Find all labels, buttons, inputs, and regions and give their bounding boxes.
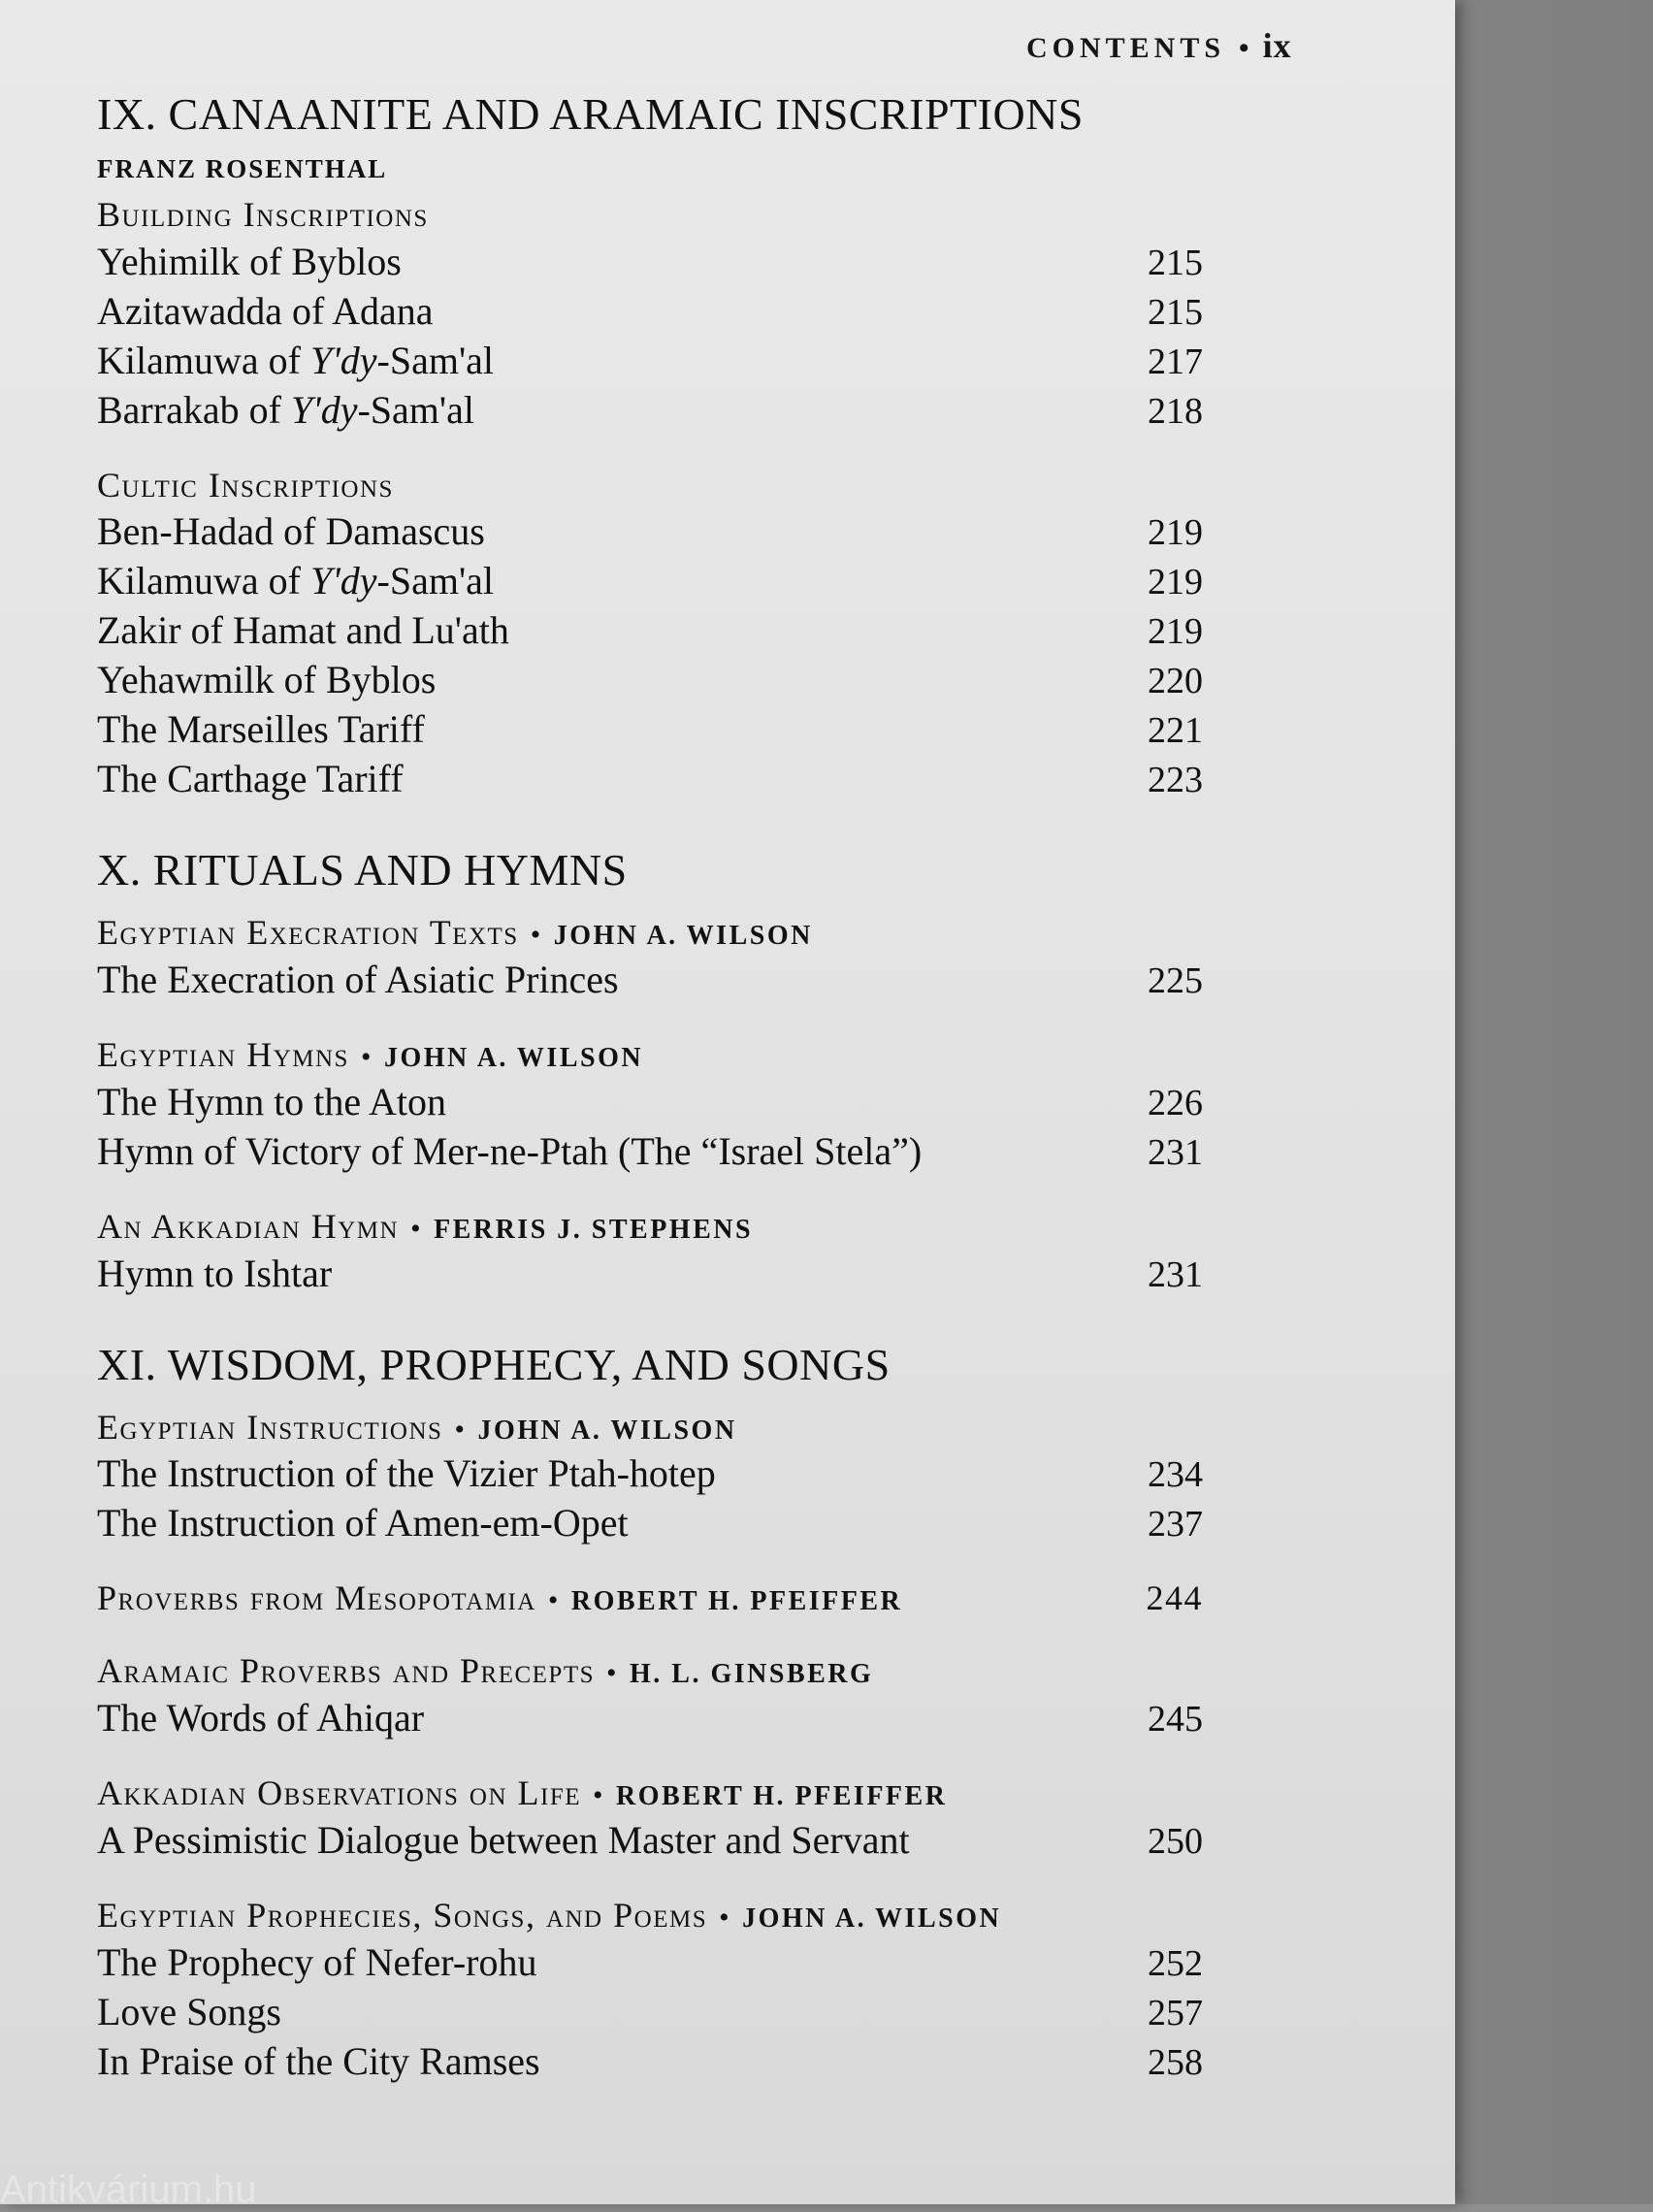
entry-title-text: Barrakab of <box>97 387 291 432</box>
bullet-separator: • <box>530 919 542 952</box>
section-heading <box>97 1576 1203 1621</box>
section-author: JOHN A. WILSON <box>477 1415 737 1446</box>
section-heading <box>97 1405 1203 1450</box>
entry-page-number: 250 <box>1148 1820 1203 1862</box>
entry-title <box>97 606 1096 655</box>
entry-title-text: Azitawadda of Adana <box>97 288 434 333</box>
toc-entry <box>97 705 1203 755</box>
section-title-wrap <box>97 1032 1203 1078</box>
entry-title-text: The Hymn to the Aton <box>97 1079 446 1123</box>
entry-title-text: The Prophecy of Nefer-rohu <box>97 1939 537 1984</box>
entry-title <box>97 1694 1096 1742</box>
section-title: Egyptian Hymns <box>97 1035 349 1075</box>
bullet-separator: • <box>606 1657 619 1690</box>
running-head <box>1026 25 1292 66</box>
entry-page-number: 219 <box>1148 611 1203 653</box>
section-heading <box>97 1032 1203 1078</box>
bullet-separator: • <box>410 1212 423 1245</box>
toc-entry <box>97 956 1203 1005</box>
section-title: Cultic Inscriptions <box>97 465 394 504</box>
entry-title-text: Yehawmilk of Byblos <box>97 658 437 702</box>
toc-section <box>97 192 1203 436</box>
toc-entry <box>97 1816 1203 1866</box>
entry-title-text: Yehimilk of Byblos <box>97 239 402 283</box>
toc-entry <box>97 755 1203 804</box>
table-of-contents <box>97 89 1203 2087</box>
toc-entry <box>97 287 1203 337</box>
entry-page-number: 219 <box>1148 512 1203 554</box>
section-title-wrap <box>97 463 1203 508</box>
running-head-label: CONTENTS <box>1026 32 1226 64</box>
part-author: FRANZ ROSENTHAL <box>97 153 388 183</box>
entry-page-number: 225 <box>1148 960 1203 1002</box>
entry-title-text: Ben-Hadad of Damascus <box>97 509 485 554</box>
entry-title <box>97 507 1096 556</box>
entry-title-text: The Instruction of Amen-em-Opet <box>97 1501 629 1545</box>
entry-title-text: The Execration of Asiatic Princes <box>97 958 619 1002</box>
toc-section <box>97 1405 1203 1549</box>
part-heading: XI. WISDOM, PROPHECY, AND SONGS <box>97 1339 891 1389</box>
entry-title <box>97 1499 1096 1547</box>
entry-title <box>97 1127 1096 1176</box>
part-heading: IX. CANAANITE AND ARAMAIC INSCRIPTIONS <box>97 89 1084 139</box>
entry-title <box>97 238 1096 286</box>
entry-title-text: The Words of Ahiqar <box>97 1696 425 1740</box>
entry-title-suffix: -Sam'al <box>376 559 495 603</box>
section-author: H. L. GINSBERG <box>630 1659 874 1690</box>
entry-page-number: 219 <box>1148 562 1203 603</box>
running-head-separator: • <box>1239 32 1249 64</box>
entry-title-text: In Praise of the City Ramses <box>97 2038 540 2083</box>
part-block <box>97 89 1203 804</box>
entry-title <box>97 1988 1096 2036</box>
section-heading <box>97 1893 1203 1938</box>
section-title: An Akkadian Hymn <box>97 1206 400 1246</box>
section-heading <box>97 1771 1203 1816</box>
bullet-separator: • <box>360 1041 373 1074</box>
part-block <box>97 845 1203 1298</box>
entry-page-number: 258 <box>1148 2041 1203 2083</box>
section-author: ROBERT H. PFEIFFER <box>616 1781 948 1812</box>
toc-section <box>97 463 1203 805</box>
entry-page-number: 257 <box>1148 1992 1203 2033</box>
part-block <box>97 1340 1203 2087</box>
toc-entry <box>97 1938 1203 1988</box>
section-title: Aramaic Proverbs and Precepts <box>97 1651 595 1691</box>
toc-entry <box>97 1499 1203 1548</box>
section-author: FERRIS J. STEPHENS <box>434 1214 754 1245</box>
entry-page-number: 237 <box>1148 1504 1203 1545</box>
entry-title-text: The Instruction of the Vizier Ptah-hotep <box>97 1451 716 1496</box>
entry-title <box>97 705 1096 754</box>
toc-entry <box>97 2037 1203 2087</box>
entry-title <box>97 1078 1096 1126</box>
entry-title-text: A Pessimistic Dialogue between Master and Servant <box>97 1817 910 1862</box>
section-title-wrap <box>97 1576 1096 1621</box>
toc-section <box>97 1893 1203 2087</box>
entry-title <box>97 656 1096 704</box>
entry-page-number: 215 <box>1148 242 1203 283</box>
toc-entry <box>97 656 1203 705</box>
toc-section <box>97 1204 1203 1299</box>
entry-page-number: 226 <box>1148 1082 1203 1123</box>
entry-title <box>97 956 1096 1004</box>
entry-page-number: 217 <box>1148 341 1203 382</box>
toc-section <box>97 1032 1203 1177</box>
toc-entry <box>97 1250 1203 1299</box>
entry-title-text: Kilamuwa of <box>97 559 310 603</box>
section-heading <box>97 463 1203 508</box>
entry-page-number: 220 <box>1148 661 1203 702</box>
entry-title-text: Hymn of Victory of Mer-ne-Ptah (The “Israel Stela”) <box>97 1128 923 1173</box>
section-page-number: 244 <box>1146 1578 1203 1618</box>
toc-section <box>97 910 1203 1005</box>
bullet-separator: • <box>547 1584 560 1617</box>
entry-page-number: 231 <box>1148 1131 1203 1173</box>
toc-entry <box>97 386 1203 436</box>
toc-entry <box>97 1694 1203 1743</box>
watermark: Antikvárium.hu <box>0 2168 257 2211</box>
section-title-wrap <box>97 1405 1203 1450</box>
entry-title-text: The Marseilles Tariff <box>97 707 425 752</box>
bullet-separator: • <box>593 1779 605 1812</box>
toc-entry <box>97 557 1203 606</box>
section-title-wrap <box>97 1648 1203 1694</box>
toc-entry <box>97 1127 1203 1177</box>
entry-title-text: Zakir of Hamat and Lu'ath <box>97 608 509 653</box>
entry-title-text: Hymn to Ishtar <box>97 1251 333 1295</box>
section-title: Akkadian Observations on Life <box>97 1773 581 1813</box>
entry-title-italic: Y'dy <box>290 387 358 432</box>
toc-section <box>97 1771 1203 1866</box>
section-title: Egyptian Execration Texts <box>97 913 519 953</box>
entry-title <box>97 1250 1096 1298</box>
entry-page-number: 218 <box>1148 390 1203 432</box>
toc-section <box>97 1648 1203 1743</box>
entry-page-number: 215 <box>1148 291 1203 333</box>
section-title: Proverbs from Mesopotamia <box>97 1578 536 1618</box>
entry-page-number: 252 <box>1148 1942 1203 1984</box>
section-title: Egyptian Instructions <box>97 1407 443 1447</box>
entry-title-text: The Carthage Tariff <box>97 757 404 801</box>
part-heading: X. RITUALS AND HYMNS <box>97 845 628 895</box>
section-author: ROBERT H. PFEIFFER <box>570 1586 903 1617</box>
entry-title <box>97 1449 1096 1498</box>
section-title: Building Inscriptions <box>97 194 429 234</box>
toc-entry <box>97 1449 1203 1499</box>
toc-section <box>97 1576 1203 1621</box>
section-title: Egyptian Prophecies, Songs, and Poems <box>97 1895 708 1935</box>
toc-entry <box>97 337 1203 386</box>
entry-title <box>97 337 1096 385</box>
toc-entry <box>97 1988 1203 2037</box>
entry-title <box>97 2037 1096 2086</box>
section-title-wrap <box>97 1771 1203 1816</box>
section-title-wrap <box>97 1204 1203 1250</box>
entry-title-suffix: -Sam'al <box>376 338 495 382</box>
entry-page-number: 245 <box>1148 1699 1203 1740</box>
section-heading <box>97 910 1203 956</box>
entry-title-suffix: -Sam'al <box>357 387 474 432</box>
toc-entry <box>97 1078 1203 1127</box>
page-number: ix <box>1262 26 1292 65</box>
entry-title <box>97 755 1096 803</box>
entry-page-number: 223 <box>1148 760 1203 801</box>
entry-title <box>97 557 1096 605</box>
section-heading <box>97 1204 1203 1250</box>
toc-entry <box>97 507 1203 557</box>
entry-title <box>97 386 1096 435</box>
section-author: JOHN A. WILSON <box>383 1043 644 1074</box>
entry-title-text: Kilamuwa of <box>97 338 310 382</box>
entry-title <box>97 1938 1096 1987</box>
section-author: JOHN A. WILSON <box>742 1903 1002 1934</box>
entry-title-italic: Y'dy <box>309 338 377 382</box>
section-title-wrap <box>97 1893 1203 1938</box>
entry-title <box>97 1816 1096 1865</box>
section-heading <box>97 1648 1203 1694</box>
section-heading <box>97 192 1203 238</box>
entry-title-text: Love Songs <box>97 1989 281 2033</box>
entry-page-number: 234 <box>1148 1454 1203 1496</box>
bullet-separator: • <box>454 1413 467 1446</box>
bullet-separator: • <box>719 1901 731 1934</box>
entry-title <box>97 287 1096 336</box>
toc-entry <box>97 238 1203 287</box>
entry-page-number: 221 <box>1148 710 1203 752</box>
section-author: JOHN A. WILSON <box>553 921 813 952</box>
entry-title-italic: Y'dy <box>309 559 377 603</box>
entry-page-number: 231 <box>1148 1253 1203 1295</box>
section-title-wrap <box>97 910 1203 956</box>
section-title-wrap <box>97 192 1203 238</box>
toc-entry <box>97 606 1203 656</box>
